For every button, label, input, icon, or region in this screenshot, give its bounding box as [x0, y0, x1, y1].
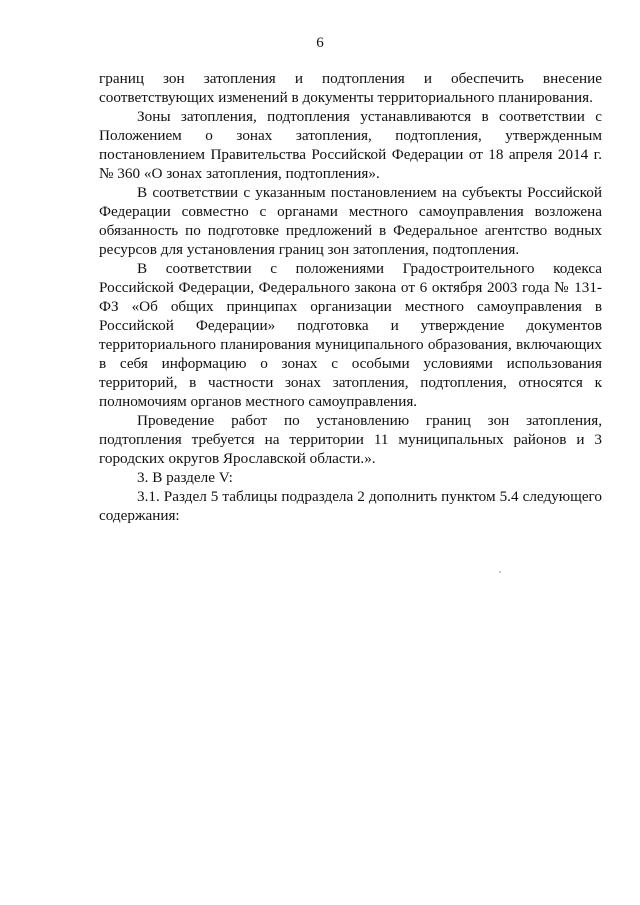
paragraph-item-3-1: 3.1. Раздел 5 таблицы подраздела 2 дополнить пунктом 5.4 следующего содержания:	[99, 488, 602, 524]
scan-speck	[499, 571, 501, 573]
paragraph-section-v: 3. В разделе V:	[137, 469, 233, 486]
page-number: 6	[316, 35, 324, 51]
document-body	[99, 69, 602, 525]
paragraph-continuation: границ зон затопления и подтопления и обеспечить внесение соответствующих изменений в документы территориального планирования.	[99, 70, 602, 106]
paragraph-flood-zones-regulation: Зоны затопления, подтопления устанавливаются в соответствии с Положением о зонах затопления, подтопления, утвержденным постановлением Правительства Российской Федерации от 18 апреля 2014 г. № 360 «О зонах затопления, подтопления».	[99, 108, 602, 182]
paragraph-subjects-obligation: В соответствии с указанным постановлением на субъекты Российской Федерации совместно с органами местного самоуправления возложена обязанность по подготовке предложений в Федеральное агентство водных ресурсов для установления границ зон затопления, подтопления.	[99, 184, 602, 258]
paragraph-municipal-authority: В соответствии с положениями Градостроительного кодекса Российской Федерации, Федерального закона от 6 октября 2003 года № 131-ФЗ «Об общих принципах организации местного самоуправления в Российской Федерации» подготовка и утверждение документов территориального планирования муниципального образования, включающих в себя информацию о зонах с особыми условиями использования территорий, в частности зонах затопления, подтопления, относятся к полномочиям органов местного самоуправления.	[99, 260, 602, 410]
paragraph-work-scope: Проведение работ по установлению границ зон затопления, подтопления требуется на территории 11 муниципальных районов и 3 городских округов Ярославской области.».	[99, 412, 602, 467]
